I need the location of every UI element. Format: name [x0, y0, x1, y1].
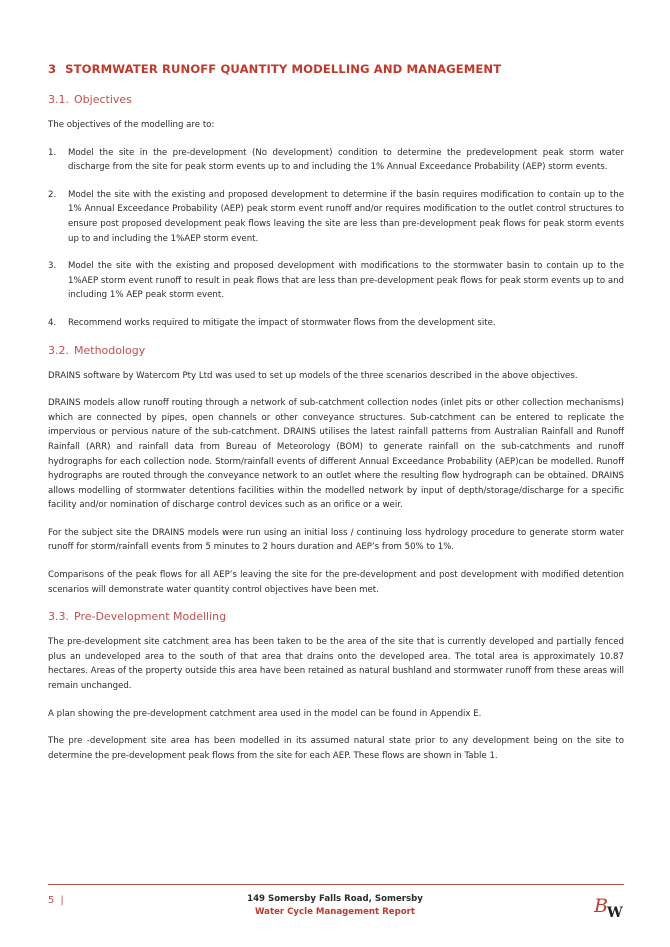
company-logo-icon: [592, 891, 624, 921]
list-item-text: Model the site with the existing and proposed development with modifications to the stormwater basin to contain up to the 1%AEP storm event runoff to result in peak flows that are less than pre-development peak flows for peak storm events up to and including 1% AEP peak storm event.: [68, 261, 624, 301]
svg-text:W: W: [607, 905, 623, 921]
list-marker: 2.: [48, 189, 57, 200]
section-title: STORMWATER RUNOFF QUANTITY MODELLING AND MANAGEMENT: [65, 62, 502, 76]
predevelopment-title: Pre-Development Modelling: [74, 610, 227, 624]
list-marker: 1.: [48, 147, 57, 158]
paragraph: A plan showing the pre-development catchment area used in the model can be found in Appendix E.: [48, 708, 482, 719]
footer-address: 149 Somersby Falls Road, Somersby: [247, 894, 423, 904]
paragraph: For the subject site the DRAINS models were run using an initial loss / continuing loss hydrology procedure to generate storm water runoff for storm/rainfall events from 5 minutes to 2 hours duration and AEP’s from 50% to 1%.: [48, 527, 624, 553]
list-item-text: Model the site in the pre-development (No development) condition to determine the predevelopment peak storm water discharge from the site for peak storm events up to and including the 1% Annual Exceedance Probability (AEP) storm events.: [68, 147, 624, 173]
section-number: 3: [48, 62, 57, 76]
paragraph: The pre -development site area has been modelled in its assumed natural state prior to any development being on the site to determine the pre-development peak flows from the site for each AEP. These flows are shown in Table 1.: [48, 736, 624, 761]
objectives-list: [48, 146, 624, 331]
page-separator: |: [60, 895, 64, 906]
list-marker: 3.: [48, 261, 57, 272]
section-heading: [48, 62, 624, 76]
methodology-title: Methodology: [74, 343, 146, 357]
list-item: [48, 316, 624, 331]
methodology-heading: [48, 344, 624, 357]
list-item-text: Recommend works required to mitigate the impact of stormwater flows from the development site.: [68, 317, 496, 328]
svg-text:B: B: [594, 895, 608, 917]
objectives-heading: [48, 93, 624, 106]
list-item: [48, 259, 624, 303]
footer-report-title: Water Cycle Management Report: [254, 906, 415, 917]
list-item-text: Model the site with the existing and proposed development to determine if the basin requires modification to contain up to the 1% Annual Exceedance Probability (AEP) peak storm event runoff and/or requires modification to the outlet control structures to ensure post proposed development peak flows leaving the site are less than pre-development peak flows for peak storm events up to and including the 1%AEP storm event.: [68, 189, 624, 244]
list-item: [48, 146, 624, 175]
paragraph: DRAINS software by Watercom Pty Ltd was used to set up models of the three scenarios described in the above objectives.: [48, 370, 578, 381]
list-marker: 4.: [48, 317, 57, 328]
objectives-title: Objectives: [74, 93, 132, 106]
objectives-intro: The objectives of the modelling are to:: [48, 120, 215, 130]
paragraph: DRAINS models allow runoff routing through a network of sub-catchment collection nodes (inlet pits or other collection mechanisms) which are connected by pipes, open channels or other conveyance structures. Sub-catchment can be entered to replicate the impervious or pervious nature of the sub-catchment. DRAINS utilises the latest rainfall patterns from Australian Rainfall and Runoff Rainfall (ARR) and rainfall data from Bureau of Meteorology (BOM) to generate rainfall on the sub-catchments and runoff hydrographs for each collection node. Storm/rainfall events of different Annual Exceedance Probability (AEP)can be modelled. Runoff hydrographs are routed through the conveyance network to an outlet where the resulting flow hydrograph can be obtained. DRAINS allows modelling of stormwater detentions facilities within the modelled network by input of depth/storage/discharge for a specific facility and/or nomination of discharge control devices such as an orifice or a weir.: [48, 398, 624, 511]
footer-divider: [48, 884, 624, 885]
footer-title-block: [200, 893, 470, 918]
predevelopment-number: 3.3.: [48, 610, 69, 624]
footer-page-number: [48, 895, 64, 906]
document-page: [48, 62, 624, 776]
paragraph: Comparisons of the peak flows for all AEP’s leaving the site for the pre-development and post development with modified detention scenarios will demonstrate water quantity control objectives have been met.: [48, 570, 624, 595]
methodology-number: 3.2.: [48, 343, 69, 357]
page-number: 5: [48, 895, 55, 906]
paragraph: The pre-development site catchment area has been taken to be the area of the site that is currently developed and partially fenced plus an undeveloped area to the south of that area that drains onto the developed area. The total area is approximately 10.87 hectares. Areas of the property outside this area have been retained as natural bushland and stormwater runoff from these areas will remain unchanged.: [48, 637, 624, 692]
objectives-number: 3.1.: [48, 93, 69, 106]
list-item: [48, 188, 624, 246]
predevelopment-heading: [48, 610, 624, 623]
